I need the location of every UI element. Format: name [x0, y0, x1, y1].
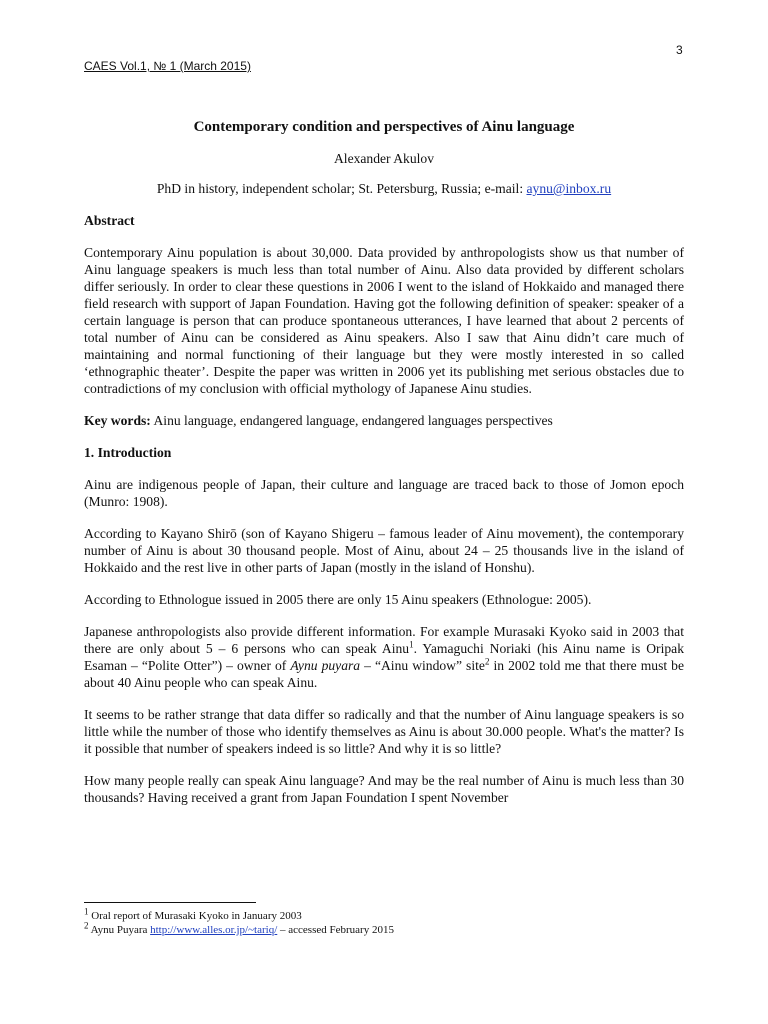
keywords-text: Ainu language, endangered language, endangered languages perspectives [150, 413, 553, 428]
author-email-link[interactable]: aynu@inbox.ru [526, 181, 612, 196]
footnote-1-number: 1 [84, 906, 89, 917]
footnote-2-accessed: – accessed February 2015 [277, 924, 394, 936]
footnote-2 [84, 920, 684, 937]
footnote-1-text: Oral report of Murasaki Kyoko in January 2003 [88, 910, 302, 922]
intro-paragraph-6: How many people really can speak Ainu language? And may be the real number of Ainu is much less than 30 thousands? Having received a grant from Japan Foundation I spent November [84, 773, 684, 805]
keywords [84, 412, 684, 429]
intro-paragraph-1: Ainu are indigenous people of Japan, their culture and language are traced back to those of Jomon epoch (Munro: 1908). [84, 477, 684, 509]
intro-paragraph-3: According to Ethnologue issued in 2005 there are only 15 Ainu speakers (Ethnologue: 2005). [84, 592, 592, 607]
footnote-2-number: 2 [84, 920, 89, 931]
footnote-ref-1[interactable]: 1 [409, 639, 414, 650]
p4-text-a: Japanese anthropologists also provide different information. For example Murasaki Kyoko said in 2003 that there are only about 5 – 6 persons who can speak Ainu [84, 624, 684, 656]
page-number: 3 [676, 43, 683, 57]
p4-text-d: in 2002 told me that there must be about 40 Ainu people who can speak Ainu. [84, 658, 684, 690]
intro-paragraph-2: According to Kayano Shirō (son of Kayano Shigeru – famous leader of Ainu movement), the contemporary number of Ainu is about 30 thousand people. Most of Ainu, about 24 – 25 thousands live in the island of Hokkaido and the rest live in other parts of Japan (mostly in the island of Honshu). [84, 526, 684, 575]
introduction-heading: 1. Introduction [84, 445, 172, 460]
article-title: Contemporary condition and perspectives of Ainu language [193, 119, 575, 135]
footnote-divider [84, 902, 256, 903]
footnote-1 [84, 906, 684, 923]
abstract-heading: Abstract [84, 213, 135, 228]
intro-paragraph-5: It seems to be rather strange that data differ so radically and that the number of Ainu language speakers is so little while the number of those who identify themselves as Ainu is about 30.000 people. What's the matter? Is it possible that number of speakers indeed is so little? And why it is so little? [84, 707, 684, 756]
p4-text-b: . Yamaguchi Noriaki (his Ainu name is Oripak Esaman – “Polite Otter”) – owner of [84, 641, 684, 673]
author-name: Alexander Akulov [333, 151, 435, 166]
author-affiliation [84, 180, 684, 197]
article-body [84, 118, 684, 821]
p4-text-c: – “Ainu window” site [360, 658, 485, 673]
footnote-2-link[interactable]: http://www.alles.or.jp/~tariq/ [150, 924, 278, 936]
intro-paragraph-4 [84, 623, 684, 691]
affiliation-text: PhD in history, independent scholar; St. Petersburg, Russia; e-mail: [156, 181, 527, 196]
keywords-label: Key words: [84, 413, 151, 428]
journal-header: CAES Vol.1, № 1 (March 2015) [84, 59, 251, 73]
footnote-ref-2[interactable]: 2 [484, 656, 490, 667]
abstract-text: Contemporary Ainu population is about 30,000. Data provided by anthropologists show us that number of Ainu language speakers is much less than total number of Ainu. Also data provided by different scholars differ seriously. In order to clear these questions in 2006 I went to the island of Hokkaido and managed there field research with support of Japan Foundation. Having got the following definition of speaker: speaker of a certain language is person that can produce spontaneous utterances, I have learned that about 2 percents of total number of Ainu can be considered as Ainu speakers. Also I saw that Ainu didn’t care much of maintaining and normal functioning of their language but they were mostly interested in so called ‘ethnographic theater’. Despite the paper was written in 2006 yet its publishing met serious obstacles due to contradictions of my conclusion with official mythology of Japanese Ainu studies. [84, 245, 684, 396]
footnote-2-text: Aynu Puyara [88, 924, 151, 936]
site-name: Aynu puyara [290, 658, 361, 673]
footnotes [84, 902, 684, 937]
